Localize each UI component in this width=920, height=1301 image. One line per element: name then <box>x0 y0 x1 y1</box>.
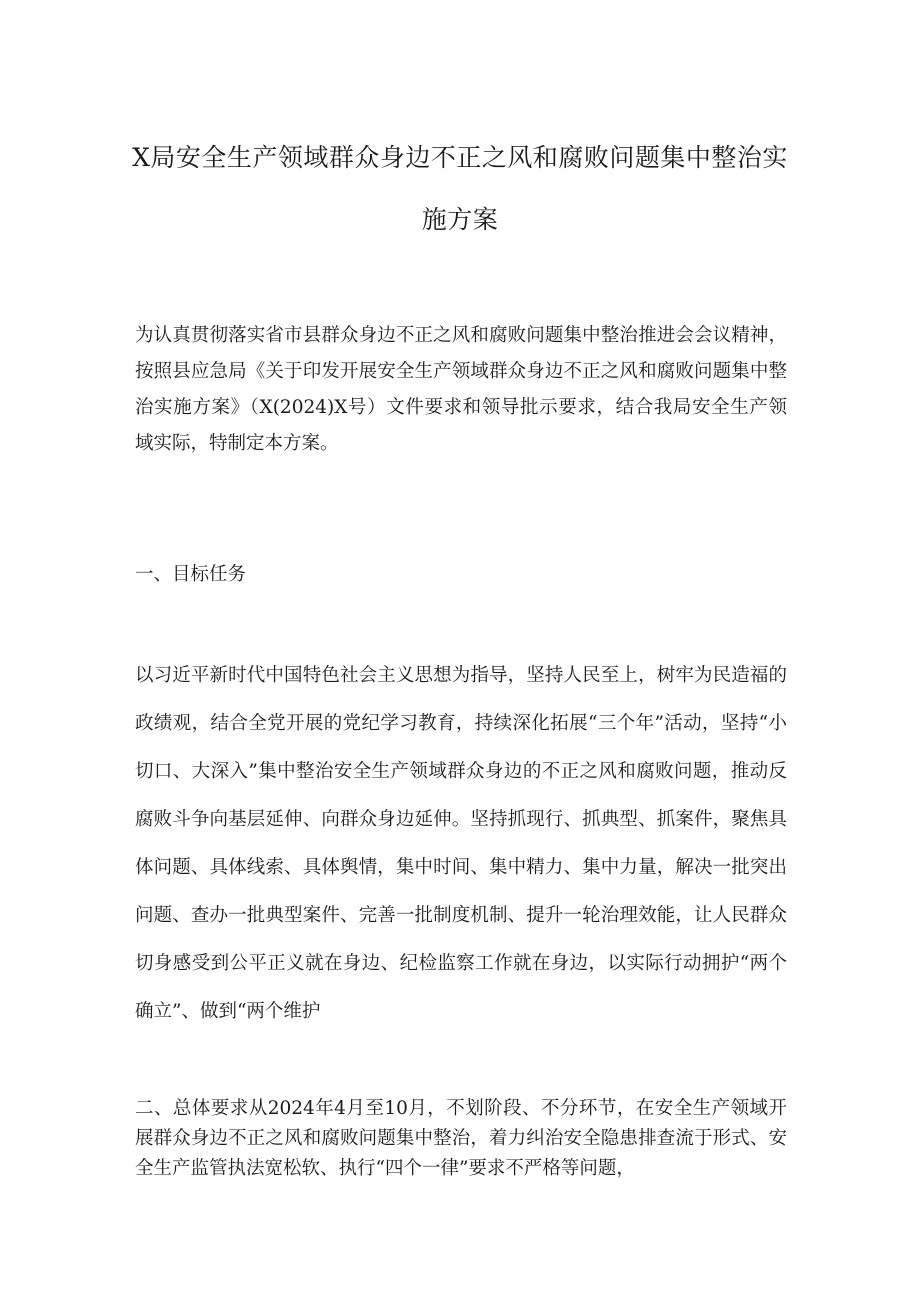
document-title-line-2: 施方案 <box>421 205 499 234</box>
intro-paragraph: 为认真贯彻落实省市县群众身边不正之风和腐败问题集中整治推进会会议精神，按照县应急局《关于印发开展安全生产领域群众身边不正之风和腐败问题集中整治实施方案》（X(2024)X号）文件要求和领导批示要求，结合我局安全生产领域实际，特制定本方案。 <box>135 325 787 454</box>
section-2-paragraph: 二、总体要求从2024年4月至10月，不划阶段、不分环节，在安全生产领域开展群众身边不正之风和腐败问题集中整治，着力纠治安全隐患排查流于形式、安全生产监管执法宽松软、执行“四个一律”要求不严格等问题， <box>135 1098 787 1179</box>
section-1-heading: 一、目标任务 <box>135 564 247 585</box>
document-title-line-1: X局安全生产领域群众身边不正之风和腐败问题集中整治实 <box>132 143 788 172</box>
section-1-body: 以习近平新时代中国特色社会主义思想为指导，坚持人民至上，树牢为民造福的政绩观，结合全党开展的党纪学习教育，持续深化拓展“三个年”活动，坚持“小切口、大深入”集中整治安全生产领域群众身边的不正之风和腐败问题，推动反腐败斗争向基层延伸、向群众身边延伸。坚持抓现行、抓典型、抓案件，聚焦具体问题、具体线索、具体舆情，集中时间、集中精力、集中力量，解决一批突出问题、查办一批典型案件、完善一批制度机制、提升一轮治理效能，让人民群众切身感受到公平正义就在身边、纪检监察工作就在身边，以实际行动拥护“两个确立”、做到“两个维护 <box>135 665 787 1022</box>
